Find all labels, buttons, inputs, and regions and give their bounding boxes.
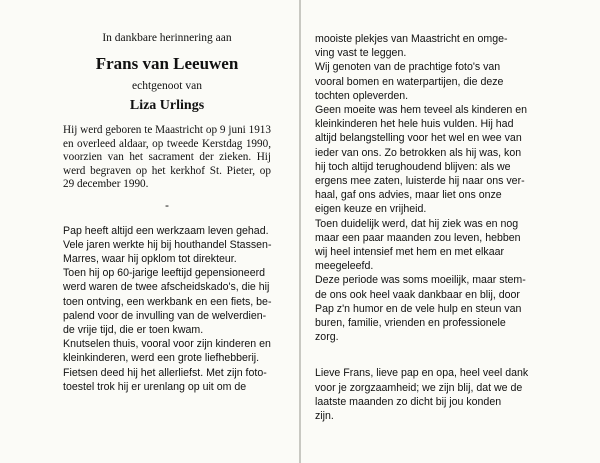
text-line: de vrije tijd, die er toen kwam.	[63, 323, 204, 336]
text-line: Toen hij op 60-jarige leeftijd gepensioneerd	[63, 267, 266, 280]
text-line: tochten opleverden.	[315, 89, 409, 102]
separator: -	[165, 197, 169, 212]
text-line: kleinkinderen het hele huis vulden. Hij had	[315, 118, 514, 131]
text-line: Pap z'n humor en de vele hulp en steun van	[315, 302, 522, 315]
text-line: toestel trok hij er urenlang op uit om de	[63, 380, 247, 393]
text-line: toen ontving, een werkbank en een fiets, be-	[63, 295, 272, 308]
left-panel	[63, 32, 271, 394]
text-line: ving vast te leggen.	[315, 47, 407, 60]
text-line: de ons ook heel vaak dankbaar en blij, door	[315, 288, 520, 301]
left-text-block	[63, 224, 271, 394]
text-line: mooiste plekjes van Maastricht en omge-	[315, 33, 508, 45]
text-line: voor je zorgzaamheid; we zijn blij, dat we de	[315, 381, 523, 394]
text-line: Wij genoten van de prachtige foto's van	[315, 61, 501, 74]
text-line: buren, familie, vrienden en professionele	[315, 317, 506, 330]
text-line: palend voor de invulling van de welverdien-	[63, 309, 267, 322]
text-line: werd waren de twee afscheidskado's, die hij	[63, 281, 270, 294]
text-line: Fietsen deed hij het allerliefst. Met zijn foto-	[63, 366, 267, 379]
text-line: zijn.	[315, 410, 334, 423]
text-line: Pap heeft altijd een werkzaam leven gehad.	[63, 224, 269, 237]
biography: Hij werd geboren te Maastricht op 9 juni 1913 en overleed aldaar, op tweede Kerstdag 1990, voorzien van het sacrament der zieken. Hij werd begraven op het kerkhof St. Pieter, op 29 december 1990.	[63, 124, 271, 190]
text-line: wij heel intensief met hem en met elkaar	[315, 246, 505, 259]
spouse-name: Liza Urlings	[129, 98, 205, 113]
text-line: vooral bomen en waterpartijen, die deze	[315, 75, 504, 88]
text-line: haal, gaf ons advies, maar liet ons onze	[315, 189, 502, 202]
text-line: altijd belangstelling voor het wel en wee van	[315, 132, 522, 145]
right-panel	[315, 32, 540, 423]
text-line: maar een paar maanden zou leven, hebben	[315, 231, 521, 244]
text-line: Vele jaren werkte hij bij houthandel Stassen-	[63, 238, 272, 251]
text-line: Geen moeite was hem teveel als kinderen en	[315, 104, 527, 117]
text-line: meegeleefd.	[315, 260, 374, 273]
text-line: Lieve Frans, lieve pap en opa, heel veel dank	[315, 367, 529, 380]
fold-line	[299, 0, 301, 463]
text-line: kleinkinderen, werd een grote liefhebberij.	[63, 352, 260, 365]
text-line: zorg.	[315, 331, 339, 344]
deceased-name: Frans van Leeuwen	[95, 54, 239, 73]
intro-text: In dankbare herinnering aan	[102, 32, 232, 44]
closing-text-block	[315, 366, 540, 423]
right-text-block	[315, 32, 540, 344]
spouse-label: echtgenoot van	[132, 80, 202, 92]
text-line: Toen duidelijk werd, dat hij ziek was en nog	[315, 217, 519, 230]
text-line: laatste maanden zo dicht bij jou konden	[315, 395, 502, 408]
text-line: Marres, waar hij opklom tot direkteur.	[63, 252, 237, 265]
text-line: ergens mee zaten, luisterde hij naar ons ver-	[315, 175, 525, 188]
text-line: eigen keuze en vrijheid.	[315, 203, 427, 216]
text-line: Deze periode was soms moeilijk, maar stem-	[315, 274, 526, 287]
text-line: Knutselen thuis, vooral voor zijn kinderen en	[63, 338, 271, 351]
text-line: hij toch altijd terughoudend blijven: als we	[315, 160, 511, 173]
text-line: ieder van ons. Zo betrokken als hij was, kon	[315, 146, 522, 159]
